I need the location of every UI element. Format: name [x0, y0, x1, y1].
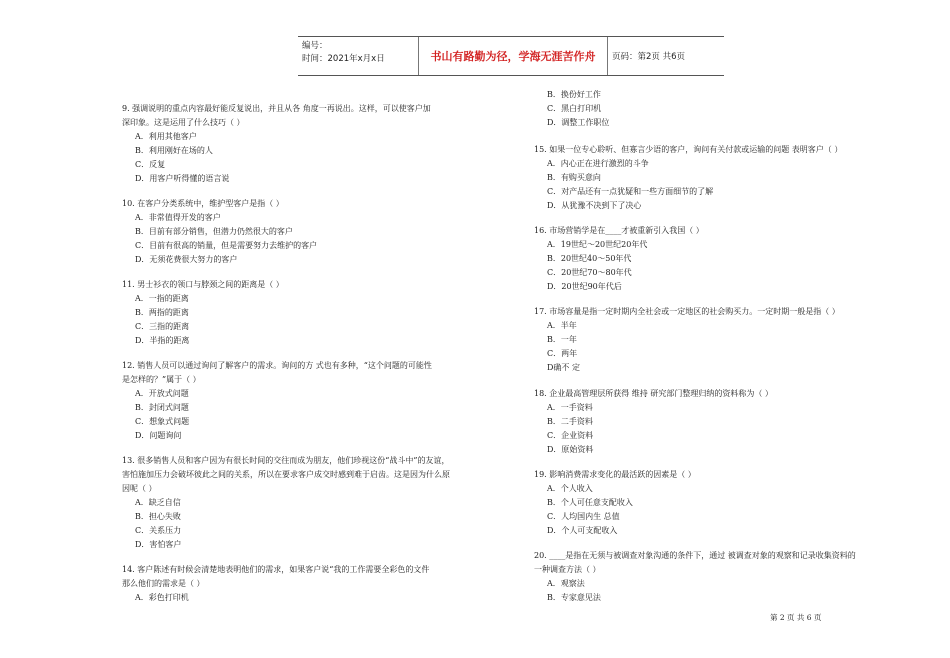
question-stem: 19. 影响消费需求变化的最活跃的因素是（ ）: [534, 470, 696, 479]
answer-option: D．调整工作职位: [547, 118, 610, 127]
question-block: [534, 468, 696, 538]
answer-option: C．人均国内生 总值: [547, 512, 620, 521]
answer-option: B．利用刚好在场的人: [135, 146, 213, 155]
answer-option: A．非常值得开发的客户: [135, 213, 221, 222]
question-stem: 10. 在客户分类系统中，维护型客户是指（ ）: [122, 199, 284, 208]
question-stem: 11. 男士衫衣的领口与脖颈之间的距离是（ ）: [122, 280, 284, 289]
question-block: [534, 143, 842, 213]
answer-option: D．从犹豫不决到下了决心: [547, 201, 642, 210]
answer-option: B．目前有部分销售，但潜力仍然很大的客户: [135, 227, 293, 236]
answer-option: A．半年: [547, 321, 577, 330]
answer-option: D．用客户听得懂的语言说: [135, 174, 230, 183]
header-motto: 书山有路勤为径，学海无涯苦作舟: [418, 37, 608, 75]
question-block: [122, 563, 429, 605]
answer-option: C．20世纪70～80年代: [547, 268, 632, 277]
question-block: [122, 197, 317, 267]
answer-option: B．一年: [547, 335, 577, 344]
answer-option: B．二手资料: [547, 417, 593, 426]
answer-option: A．开放式问题: [135, 389, 189, 398]
answer-option: A．19世纪～20世纪20年代: [547, 240, 648, 249]
question-stem: 16. 市场营销学是在____才被重新引入我国（ ）: [534, 226, 704, 235]
question-stem: 13. 很多销售人员和客户因为有很长时间的交往而成为朋友，他们珍视这份“战斗中”的友谊，: [122, 456, 450, 465]
question-stem: 17. 市场容量是指一定时期内全社会或一定地区的社会购买力。一定时期一般是指（ ）: [534, 307, 840, 316]
answer-option: C．想象式问题: [135, 417, 190, 426]
question-stem: 因呢（ ）: [122, 484, 157, 493]
question-stem: 深印象。这是运用了什么技巧（ ）: [122, 118, 245, 127]
answer-option: D．20世纪90年代后: [547, 282, 622, 291]
page-footer: 第 2 页 共 6 页: [770, 613, 822, 622]
answer-option: C．企业资料: [547, 431, 594, 440]
answer-option: A．利用其他客户: [135, 132, 197, 141]
answer-option: B．两指的距离: [135, 308, 189, 317]
answer-option: A．缺乏自信: [135, 498, 181, 507]
answer-option: D．半指的距离: [135, 336, 190, 345]
answer-option: B．有购买意向: [547, 173, 601, 182]
answer-option: B．20世纪40～50年代: [547, 254, 632, 263]
answer-option: A．彩色打印机: [135, 593, 189, 602]
answer-option: C．黑白打印机: [547, 104, 602, 113]
question-stem: 害怕施加压力会破坏彼此之间的关系，所以在要求客户成交时感到难于启齿。这是因为什么原: [122, 470, 450, 479]
answer-option: B．个人可任意支配收入: [547, 498, 633, 507]
question-block: [534, 305, 840, 375]
question-stem: 15. 如果一位专心聆听、但寡言少语的客户，询问有关付款或运输的问题 表明客户（ ）: [534, 145, 843, 154]
answer-option: C．关系压力: [135, 526, 182, 535]
question-stem: 一种调查方法（ ）: [534, 565, 601, 574]
answer-option: A．内心正在进行激烈的斗争: [547, 159, 649, 168]
answer-option: D．原始资料: [547, 445, 594, 454]
answer-option: C．反复: [135, 160, 166, 169]
header-page-info: 页码：第2页 共6页: [612, 52, 686, 62]
answer-option: B．换份好工作: [547, 90, 601, 99]
answer-option: B．专家意见法: [547, 593, 601, 602]
question-block: [122, 359, 432, 443]
answer-option: A．个人收入: [547, 484, 593, 493]
question-block: [122, 278, 284, 348]
answer-option: A．一指的距离: [135, 294, 189, 303]
doc-time-label: 时间：2021年x月x日: [302, 54, 385, 64]
question-stem: 是怎样的？”属于（ ）: [122, 375, 201, 384]
answer-option: D．害怕客户: [135, 540, 182, 549]
answer-option: A．观察法: [547, 579, 585, 588]
question-block: [534, 224, 704, 294]
answer-option: A．一手资料: [547, 403, 593, 412]
answer-option: D．个人可支配收入: [547, 526, 618, 535]
question-stem: 14. 客户陈述有时候会清楚地表明他们的需求，如果客户说“我的工作需要全彩色的文件: [122, 565, 430, 574]
answer-option: D．无须花费很大努力的客户: [135, 255, 238, 264]
question-block: [122, 102, 431, 186]
answer-option: C．目前有很高的销量，但是需要努力去维护的客户: [135, 241, 318, 250]
question-block: [534, 88, 609, 130]
question-stem: 那么他们的需求是（ ）: [122, 579, 205, 588]
question-block: [534, 549, 856, 605]
header-meta: [302, 40, 385, 66]
question-stem: 12. 销售人员可以通过询问了解客户的需求。询问的方 式也有多种，“这个问题的可能性: [122, 361, 432, 370]
question-stem: 20. ____是指在无须与被调查对象沟通的条件下，通过 被调查对象的观察和记录收集资料的: [534, 551, 856, 560]
question-block: [122, 454, 450, 552]
doc-id-label: 编号：: [302, 41, 328, 51]
answer-option: C．对产品还有一点犹疑和一些方面细节的了解: [547, 187, 714, 196]
answer-option: D确不 定: [547, 363, 580, 372]
answer-option: D．问题询问: [135, 431, 182, 440]
answer-option: B．担心失败: [135, 512, 181, 521]
page-header: [298, 36, 724, 76]
answer-option: C．三指的距离: [135, 322, 190, 331]
question-block: [534, 387, 773, 457]
question-stem: 18. 企业最高管理层所获得 维持 研究部门整理归纳的资料称为（ ）: [534, 389, 773, 398]
answer-option: C．两年: [547, 349, 578, 358]
question-stem: 9. 强调说明的重点内容最好能反复说出，并且从各 角度一再说出。这样，可以使客户加: [122, 104, 431, 113]
answer-option: B．封闭式问题: [135, 403, 189, 412]
